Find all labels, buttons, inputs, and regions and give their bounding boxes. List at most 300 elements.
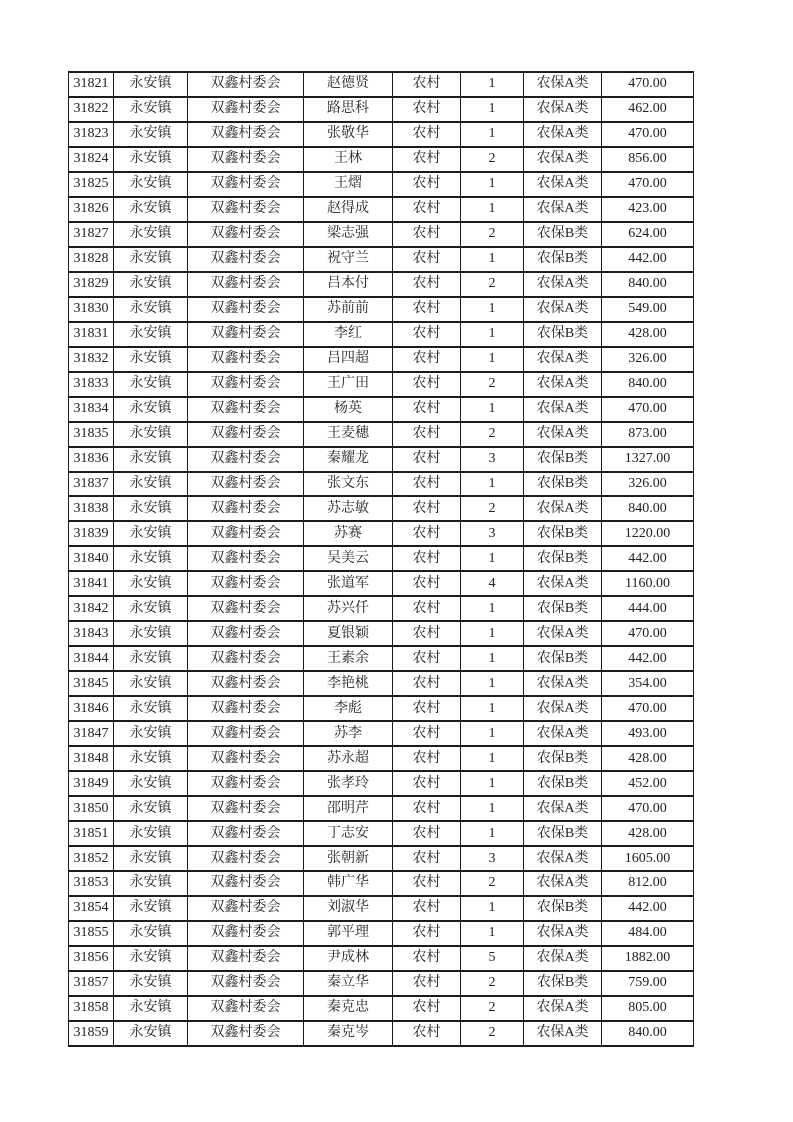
cell-person-count: 1 (461, 122, 524, 147)
table-row (69, 347, 694, 372)
table-row (69, 247, 694, 272)
cell-insurance-type: 农保A类 (524, 996, 602, 1021)
cell-id: 31858 (69, 996, 114, 1021)
cell-insurance-type: 农保B类 (524, 521, 602, 546)
cell-insurance-type: 农保A类 (524, 571, 602, 596)
cell-category: 农村 (393, 921, 461, 946)
cell-name: 祝守兰 (304, 247, 393, 272)
cell-id: 31822 (69, 97, 114, 122)
cell-village-committee: 双鑫村委会 (188, 147, 304, 172)
table-row (69, 671, 694, 696)
table-row (69, 746, 694, 771)
cell-insurance-type: 农保B类 (524, 222, 602, 247)
table-row (69, 322, 694, 347)
cell-town: 永安镇 (114, 771, 188, 796)
cell-person-count: 3 (461, 521, 524, 546)
table-row (69, 447, 694, 472)
cell-category: 农村 (393, 122, 461, 147)
cell-id: 31821 (69, 72, 114, 97)
cell-amount: 812.00 (602, 871, 694, 896)
cell-insurance-type: 农保B类 (524, 546, 602, 571)
cell-amount: 470.00 (602, 696, 694, 721)
cell-village-committee: 双鑫村委会 (188, 422, 304, 447)
table-body (69, 72, 694, 1046)
table-row (69, 472, 694, 497)
cell-town: 永安镇 (114, 97, 188, 122)
cell-village-committee: 双鑫村委会 (188, 621, 304, 646)
cell-town: 永安镇 (114, 347, 188, 372)
cell-id: 31844 (69, 646, 114, 671)
cell-town: 永安镇 (114, 222, 188, 247)
cell-id: 31829 (69, 272, 114, 297)
cell-category: 农村 (393, 946, 461, 971)
cell-person-count: 1 (461, 796, 524, 821)
cell-town: 永安镇 (114, 971, 188, 996)
cell-insurance-type: 农保A类 (524, 696, 602, 721)
cell-town: 永安镇 (114, 896, 188, 921)
cell-town: 永安镇 (114, 646, 188, 671)
cell-town: 永安镇 (114, 521, 188, 546)
cell-insurance-type: 农保A类 (524, 921, 602, 946)
cell-town: 永安镇 (114, 596, 188, 621)
cell-insurance-type: 农保A类 (524, 372, 602, 397)
cell-village-committee: 双鑫村委会 (188, 771, 304, 796)
table-row (69, 996, 694, 1021)
table-row (69, 496, 694, 521)
cell-amount: 428.00 (602, 821, 694, 846)
cell-person-count: 1 (461, 671, 524, 696)
cell-village-committee: 双鑫村委会 (188, 696, 304, 721)
cell-town: 永安镇 (114, 721, 188, 746)
cell-category: 农村 (393, 1021, 461, 1046)
cell-amount: 1160.00 (602, 571, 694, 596)
cell-village-committee: 双鑫村委会 (188, 197, 304, 222)
cell-amount: 1882.00 (602, 946, 694, 971)
cell-amount: 840.00 (602, 496, 694, 521)
cell-category: 农村 (393, 821, 461, 846)
cell-village-committee: 双鑫村委会 (188, 247, 304, 272)
cell-id: 31831 (69, 322, 114, 347)
table-row (69, 122, 694, 147)
cell-town: 永安镇 (114, 746, 188, 771)
cell-insurance-type: 农保A类 (524, 397, 602, 422)
cell-id: 31849 (69, 771, 114, 796)
cell-village-committee: 双鑫村委会 (188, 496, 304, 521)
cell-name: 王林 (304, 147, 393, 172)
cell-village-committee: 双鑫村委会 (188, 272, 304, 297)
cell-amount: 470.00 (602, 122, 694, 147)
table-row (69, 646, 694, 671)
cell-village-committee: 双鑫村委会 (188, 896, 304, 921)
cell-village-committee: 双鑫村委会 (188, 996, 304, 1021)
cell-village-committee: 双鑫村委会 (188, 671, 304, 696)
cell-person-count: 2 (461, 147, 524, 172)
table-row (69, 771, 694, 796)
cell-village-committee: 双鑫村委会 (188, 1021, 304, 1046)
cell-village-committee: 双鑫村委会 (188, 472, 304, 497)
cell-insurance-type: 农保A类 (524, 197, 602, 222)
cell-name: 秦克忠 (304, 996, 393, 1021)
cell-insurance-type: 农保B类 (524, 596, 602, 621)
cell-village-committee: 双鑫村委会 (188, 821, 304, 846)
cell-category: 农村 (393, 172, 461, 197)
cell-person-count: 2 (461, 871, 524, 896)
cell-id: 31843 (69, 621, 114, 646)
cell-id: 31824 (69, 147, 114, 172)
cell-amount: 442.00 (602, 646, 694, 671)
cell-id: 31854 (69, 896, 114, 921)
cell-category: 农村 (393, 696, 461, 721)
cell-town: 永安镇 (114, 372, 188, 397)
cell-name: 吴美云 (304, 546, 393, 571)
table-row (69, 846, 694, 871)
cell-person-count: 2 (461, 496, 524, 521)
cell-category: 农村 (393, 97, 461, 122)
cell-person-count: 3 (461, 447, 524, 472)
cell-id: 31833 (69, 372, 114, 397)
cell-id: 31855 (69, 921, 114, 946)
cell-name: 苏李 (304, 721, 393, 746)
cell-person-count: 1 (461, 896, 524, 921)
table-row (69, 596, 694, 621)
cell-amount: 470.00 (602, 172, 694, 197)
cell-village-committee: 双鑫村委会 (188, 122, 304, 147)
cell-village-committee: 双鑫村委会 (188, 871, 304, 896)
table-row (69, 397, 694, 422)
table-row (69, 172, 694, 197)
cell-name: 秦克岑 (304, 1021, 393, 1046)
cell-name: 张道军 (304, 571, 393, 596)
cell-town: 永安镇 (114, 247, 188, 272)
cell-id: 31828 (69, 247, 114, 272)
cell-category: 农村 (393, 397, 461, 422)
cell-town: 永安镇 (114, 996, 188, 1021)
cell-person-count: 2 (461, 422, 524, 447)
cell-id: 31842 (69, 596, 114, 621)
cell-person-count: 1 (461, 197, 524, 222)
table-row (69, 147, 694, 172)
cell-id: 31837 (69, 472, 114, 497)
table-row (69, 222, 694, 247)
cell-person-count: 3 (461, 846, 524, 871)
cell-amount: 1605.00 (602, 846, 694, 871)
cell-name: 郭平理 (304, 921, 393, 946)
cell-village-committee: 双鑫村委会 (188, 172, 304, 197)
table-row (69, 1021, 694, 1046)
cell-insurance-type: 农保B类 (524, 322, 602, 347)
cell-town: 永安镇 (114, 796, 188, 821)
cell-insurance-type: 农保A类 (524, 871, 602, 896)
cell-town: 永安镇 (114, 197, 188, 222)
cell-town: 永安镇 (114, 821, 188, 846)
cell-person-count: 4 (461, 571, 524, 596)
cell-town: 永安镇 (114, 72, 188, 97)
cell-amount: 873.00 (602, 422, 694, 447)
cell-village-committee: 双鑫村委会 (188, 347, 304, 372)
cell-id: 31827 (69, 222, 114, 247)
cell-town: 永安镇 (114, 671, 188, 696)
cell-insurance-type: 农保B类 (524, 771, 602, 796)
cell-category: 农村 (393, 546, 461, 571)
cell-person-count: 1 (461, 72, 524, 97)
cell-category: 农村 (393, 571, 461, 596)
cell-category: 农村 (393, 297, 461, 322)
cell-amount: 470.00 (602, 796, 694, 821)
cell-id: 31841 (69, 571, 114, 596)
cell-amount: 354.00 (602, 671, 694, 696)
cell-name: 吕本付 (304, 272, 393, 297)
cell-person-count: 2 (461, 1021, 524, 1046)
cell-amount: 428.00 (602, 322, 694, 347)
cell-town: 永安镇 (114, 272, 188, 297)
cell-id: 31826 (69, 197, 114, 222)
cell-name: 路思科 (304, 97, 393, 122)
cell-amount: 470.00 (602, 621, 694, 646)
cell-insurance-type: 农保B类 (524, 896, 602, 921)
cell-town: 永安镇 (114, 472, 188, 497)
cell-insurance-type: 农保A类 (524, 147, 602, 172)
cell-insurance-type: 农保A类 (524, 721, 602, 746)
cell-amount: 444.00 (602, 596, 694, 621)
cell-category: 农村 (393, 796, 461, 821)
cell-person-count: 1 (461, 247, 524, 272)
cell-village-committee: 双鑫村委会 (188, 646, 304, 671)
cell-id: 31835 (69, 422, 114, 447)
cell-id: 31846 (69, 696, 114, 721)
cell-person-count: 2 (461, 996, 524, 1021)
cell-name: 苏志敏 (304, 496, 393, 521)
cell-amount: 442.00 (602, 896, 694, 921)
cell-village-committee: 双鑫村委会 (188, 796, 304, 821)
cell-category: 农村 (393, 846, 461, 871)
cell-amount: 423.00 (602, 197, 694, 222)
cell-village-committee: 双鑫村委会 (188, 521, 304, 546)
cell-village-committee: 双鑫村委会 (188, 72, 304, 97)
table-row (69, 721, 694, 746)
cell-village-committee: 双鑫村委会 (188, 921, 304, 946)
cell-category: 农村 (393, 621, 461, 646)
cell-village-committee: 双鑫村委会 (188, 397, 304, 422)
cell-amount: 470.00 (602, 397, 694, 422)
cell-village-committee: 双鑫村委会 (188, 297, 304, 322)
cell-insurance-type: 农保B类 (524, 447, 602, 472)
cell-name: 李红 (304, 322, 393, 347)
cell-insurance-type: 农保A类 (524, 72, 602, 97)
cell-id: 31832 (69, 347, 114, 372)
cell-name: 张文东 (304, 472, 393, 497)
cell-id: 31834 (69, 397, 114, 422)
cell-id: 31852 (69, 846, 114, 871)
cell-person-count: 1 (461, 646, 524, 671)
table-row (69, 621, 694, 646)
cell-town: 永安镇 (114, 871, 188, 896)
cell-insurance-type: 农保A类 (524, 172, 602, 197)
cell-category: 农村 (393, 322, 461, 347)
cell-town: 永安镇 (114, 122, 188, 147)
table-row (69, 197, 694, 222)
cell-name: 李彪 (304, 696, 393, 721)
cell-person-count: 1 (461, 172, 524, 197)
cell-category: 农村 (393, 197, 461, 222)
cell-id: 31845 (69, 671, 114, 696)
table-row (69, 72, 694, 97)
cell-person-count: 1 (461, 696, 524, 721)
cell-village-committee: 双鑫村委会 (188, 971, 304, 996)
table-row (69, 521, 694, 546)
cell-amount: 1220.00 (602, 521, 694, 546)
cell-id: 31857 (69, 971, 114, 996)
cell-amount: 493.00 (602, 721, 694, 746)
cell-name: 秦耀龙 (304, 447, 393, 472)
cell-name: 夏银颖 (304, 621, 393, 646)
cell-village-committee: 双鑫村委会 (188, 596, 304, 621)
cell-person-count: 1 (461, 397, 524, 422)
cell-person-count: 1 (461, 821, 524, 846)
cell-name: 赵德贤 (304, 72, 393, 97)
cell-name: 苏前前 (304, 297, 393, 322)
cell-insurance-type: 农保B类 (524, 472, 602, 497)
cell-person-count: 2 (461, 971, 524, 996)
table-row (69, 871, 694, 896)
cell-category: 农村 (393, 496, 461, 521)
cell-town: 永安镇 (114, 147, 188, 172)
cell-town: 永安镇 (114, 496, 188, 521)
cell-amount: 805.00 (602, 996, 694, 1021)
cell-insurance-type: 农保A类 (524, 122, 602, 147)
cell-amount: 326.00 (602, 472, 694, 497)
cell-id: 31838 (69, 496, 114, 521)
cell-amount: 428.00 (602, 746, 694, 771)
cell-town: 永安镇 (114, 397, 188, 422)
cell-id: 31850 (69, 796, 114, 821)
cell-person-count: 1 (461, 97, 524, 122)
table-row (69, 546, 694, 571)
cell-category: 农村 (393, 72, 461, 97)
cell-amount: 624.00 (602, 222, 694, 247)
cell-id: 31823 (69, 122, 114, 147)
cell-name: 王素余 (304, 646, 393, 671)
cell-person-count: 1 (461, 621, 524, 646)
cell-id: 31851 (69, 821, 114, 846)
cell-town: 永安镇 (114, 621, 188, 646)
cell-insurance-type: 农保B类 (524, 646, 602, 671)
cell-category: 农村 (393, 147, 461, 172)
cell-category: 农村 (393, 646, 461, 671)
cell-category: 农村 (393, 671, 461, 696)
cell-name: 李艳桃 (304, 671, 393, 696)
cell-name: 刘淑华 (304, 896, 393, 921)
table-row (69, 696, 694, 721)
cell-amount: 326.00 (602, 347, 694, 372)
cell-name: 张敬华 (304, 122, 393, 147)
cell-person-count: 1 (461, 297, 524, 322)
cell-id: 31848 (69, 746, 114, 771)
beneficiary-table (68, 71, 694, 1047)
cell-town: 永安镇 (114, 297, 188, 322)
cell-name: 苏兴仟 (304, 596, 393, 621)
cell-category: 农村 (393, 422, 461, 447)
cell-name: 尹成林 (304, 946, 393, 971)
cell-id: 31840 (69, 546, 114, 571)
cell-village-committee: 双鑫村委会 (188, 447, 304, 472)
cell-name: 杨英 (304, 397, 393, 422)
table-row (69, 796, 694, 821)
cell-id: 31856 (69, 946, 114, 971)
cell-insurance-type: 农保B类 (524, 971, 602, 996)
cell-person-count: 1 (461, 921, 524, 946)
cell-town: 永安镇 (114, 946, 188, 971)
table-row (69, 946, 694, 971)
cell-insurance-type: 农保A类 (524, 347, 602, 372)
cell-amount: 1327.00 (602, 447, 694, 472)
cell-person-count: 1 (461, 347, 524, 372)
cell-amount: 840.00 (602, 372, 694, 397)
table-row (69, 821, 694, 846)
cell-category: 农村 (393, 447, 461, 472)
cell-town: 永安镇 (114, 696, 188, 721)
cell-town: 永安镇 (114, 422, 188, 447)
cell-village-committee: 双鑫村委会 (188, 746, 304, 771)
cell-person-count: 2 (461, 272, 524, 297)
cell-insurance-type: 农保A类 (524, 97, 602, 122)
cell-insurance-type: 农保B类 (524, 821, 602, 846)
cell-insurance-type: 农保A类 (524, 621, 602, 646)
cell-village-committee: 双鑫村委会 (188, 571, 304, 596)
cell-category: 农村 (393, 272, 461, 297)
cell-insurance-type: 农保A类 (524, 846, 602, 871)
cell-town: 永安镇 (114, 546, 188, 571)
cell-person-count: 1 (461, 746, 524, 771)
cell-village-committee: 双鑫村委会 (188, 546, 304, 571)
cell-category: 农村 (393, 347, 461, 372)
cell-amount: 442.00 (602, 546, 694, 571)
table-row (69, 297, 694, 322)
cell-amount: 840.00 (602, 272, 694, 297)
cell-amount: 759.00 (602, 971, 694, 996)
cell-name: 王广田 (304, 372, 393, 397)
cell-insurance-type: 农保A类 (524, 496, 602, 521)
cell-name: 秦立华 (304, 971, 393, 996)
cell-name: 张孝玲 (304, 771, 393, 796)
cell-town: 永安镇 (114, 322, 188, 347)
cell-person-count: 1 (461, 596, 524, 621)
cell-id: 31830 (69, 297, 114, 322)
cell-village-committee: 双鑫村委会 (188, 846, 304, 871)
cell-amount: 484.00 (602, 921, 694, 946)
cell-category: 农村 (393, 771, 461, 796)
cell-town: 永安镇 (114, 1021, 188, 1046)
table-row (69, 97, 694, 122)
cell-category: 农村 (393, 372, 461, 397)
table-row (69, 422, 694, 447)
cell-name: 苏赛 (304, 521, 393, 546)
cell-amount: 840.00 (602, 1021, 694, 1046)
cell-name: 张朝新 (304, 846, 393, 871)
cell-person-count: 1 (461, 472, 524, 497)
cell-category: 农村 (393, 222, 461, 247)
cell-insurance-type: 农保A类 (524, 946, 602, 971)
cell-person-count: 1 (461, 771, 524, 796)
cell-town: 永安镇 (114, 846, 188, 871)
cell-person-count: 1 (461, 721, 524, 746)
cell-category: 农村 (393, 596, 461, 621)
cell-name: 邵明芹 (304, 796, 393, 821)
cell-insurance-type: 农保A类 (524, 796, 602, 821)
cell-amount: 470.00 (602, 72, 694, 97)
cell-person-count: 1 (461, 546, 524, 571)
table-row (69, 372, 694, 397)
cell-amount: 856.00 (602, 147, 694, 172)
